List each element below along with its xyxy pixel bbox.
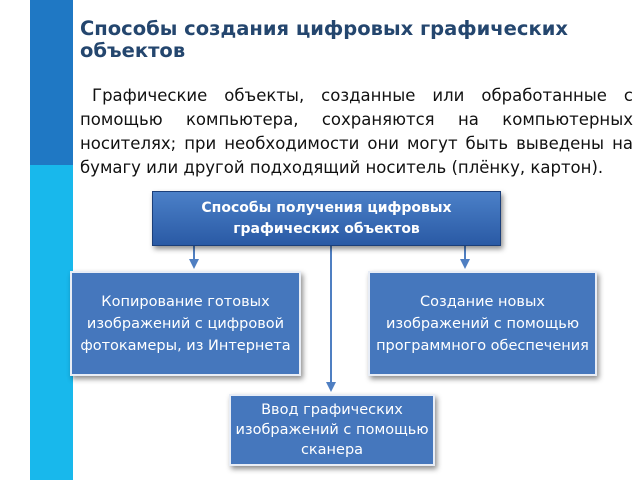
diagram-method-scan-box bbox=[229, 394, 435, 466]
diagram-root-box bbox=[152, 191, 501, 246]
slide-paragraph: Графические объекты, созданные или обработанные с помощью компьютера, сохраняются на компьютерных носителях; при необходимости они могут быть выведены на бумагу или другой подходящий носитель (плёнку, картон). bbox=[80, 86, 633, 177]
diagram-root-label: Способы получения цифровых графических объектов bbox=[201, 199, 452, 237]
diagram-method-copy-label: Копирование готовых изображений с цифровой фотокамеры, из Интернета bbox=[80, 293, 291, 354]
diagram-method-scan-label: Ввод графических изображений с помощью сканера bbox=[235, 402, 429, 458]
diagram-method-copy-box bbox=[70, 271, 301, 376]
diagram-method-create-box bbox=[368, 271, 597, 376]
diagram-method-create-label: Создание новых изображений с помощью программного обеспечения bbox=[376, 293, 589, 354]
slide-title: Способы создания цифровых графических объектов bbox=[80, 17, 568, 62]
